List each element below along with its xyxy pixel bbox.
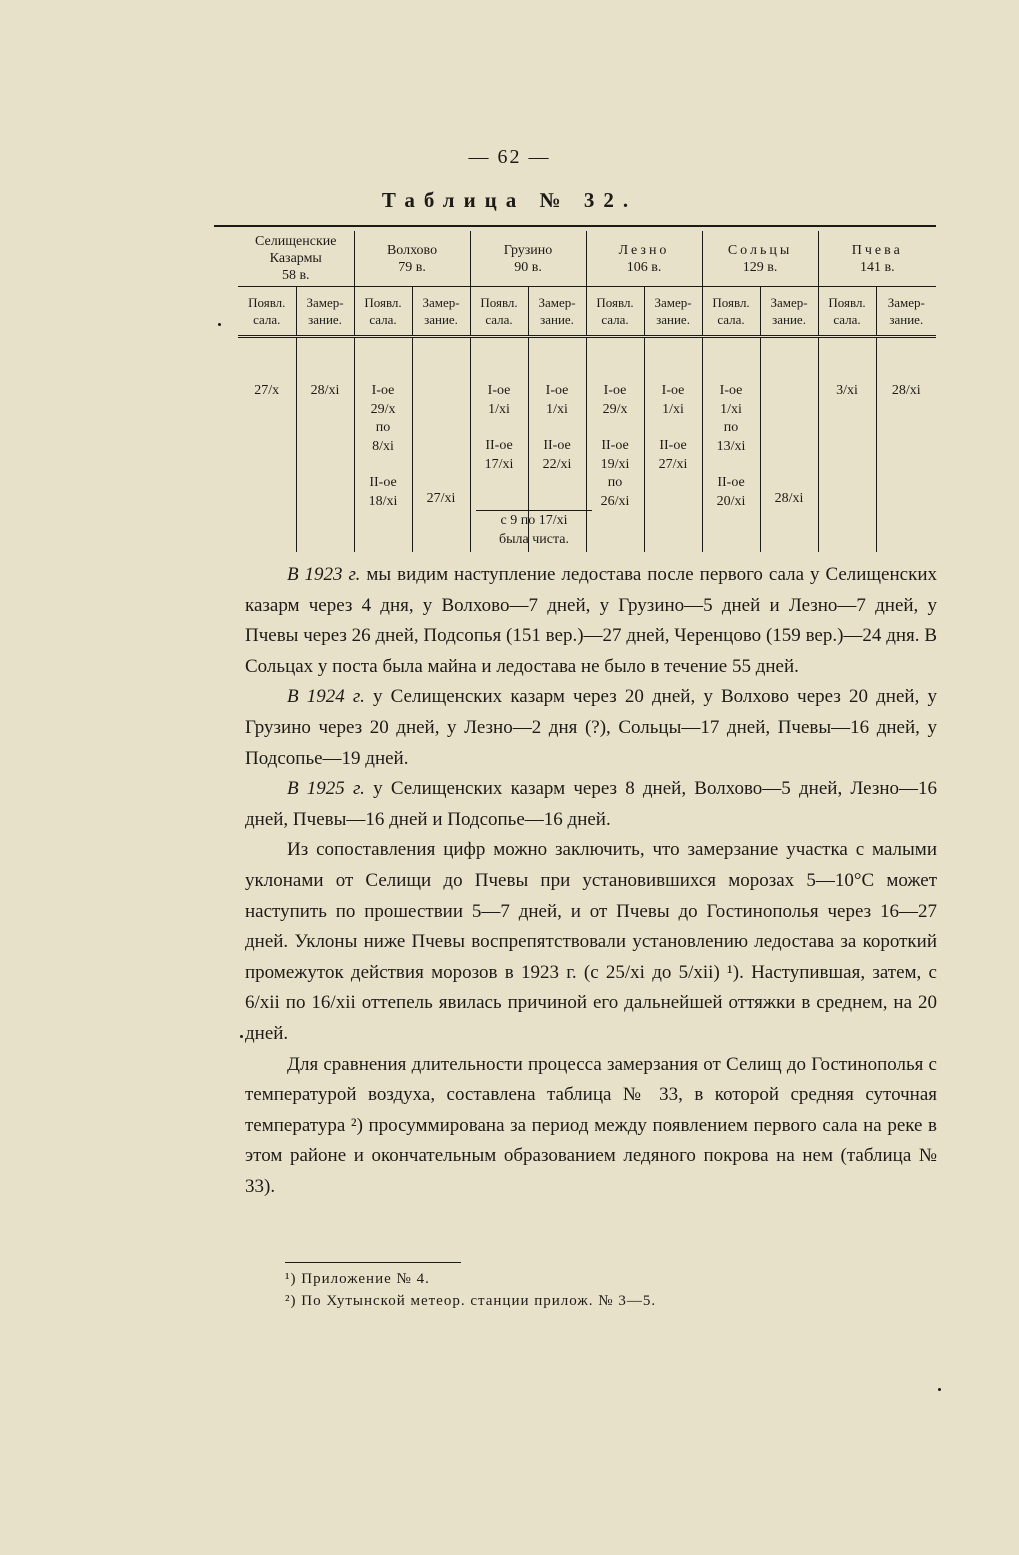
cell-line: I-ое [545,383,569,398]
footnote: ²) По Хутынской метеор. станции прилож. № 3—5. [285,1293,657,1309]
cell-line: I-ое [661,383,685,398]
footnote: ¹) Приложение № 4. [285,1271,430,1287]
cell-line [414,454,469,472]
paragraph: Для сравнения длительности процесса замерзания от Селищ до Гостинополья с температурой воздуха, составлена таблица № 33, в которой средняя суточная температура ²) просуммирована за период между появлением первого сала на реке в этом районе и окончательным образованием ледяного покрова на нем (таблица № 33). [245,1053,937,1197]
subheader-appearance: Появл. сала. [238,287,296,337]
subheader-freezing: Замер- зание. [528,287,586,337]
cell-line: I-ое [371,383,395,398]
cell-line: 1/xi [720,401,742,417]
cell-line: II-ое [717,475,745,490]
cell-line: по [607,475,623,490]
station-header: Волхово 79 в. [354,231,470,287]
cell-line: I-ое [719,383,743,398]
paragraph: Из сопоставления цифр можно заключить, что замерзание участка с малыми уклонами от Селищи до Пчевы при установившихся морозах 5—10°С может наступить по прошествии 5—7 дней, и от Пчевы до Гостинополья через 16—27 дней. Уклоны ниже Пчевы воспрепятствовали установлению ледостава за короткий промежуток действия морозов в 1923 г. (с 25/xi до 5/xii) ¹). Наступившая, затем, с 6/xii по 16/xii оттепель явилась причиной его дальнейшей оттяжки в среднем, на 20 дней. [245,839,937,1044]
station-header: Грузино 90 в. [470,231,586,287]
cell-line [762,436,817,454]
cell-line [414,436,469,454]
cell-line: 1/xi [488,401,510,417]
cell-line: I-ое [603,383,627,398]
subheader-appearance: Появл. сала. [470,287,528,337]
subheader-appearance: Появл. сала. [702,287,760,337]
paragraph: В 1924 г. у Селищенских казарм через 20 дней, у Волхово через 20 дней, у Грузино через 20 дней, у Лезно—2 дня (?), Сольцы—17 дней, Пчевы—16 дней, у Подсопье—19 дней. [245,686,937,769]
subheader-freezing: Замер- зание. [412,287,470,337]
table-title: Таблица № 32. [381,188,638,212]
cell-line [762,418,817,436]
cell-line: 13/xi [716,438,746,454]
table-cell [760,337,818,553]
cell-line: 27/xi [658,456,688,472]
station-header: Сольцы 129 в. [702,231,818,287]
cell-line: 28/xi [774,491,804,506]
cell-line: 29/x [602,401,628,417]
cell-line: 26/xi [600,493,630,509]
subheader-freezing: Замер- зание. [296,287,354,337]
subheader-freezing: Замер- зание. [644,287,702,337]
title-rule [214,225,936,227]
cell-line: 19/xi [600,456,630,472]
cell-line: 8/xi [372,438,394,454]
table-cell [876,337,936,553]
cell-line [414,382,469,400]
subheader-appearance: Появл. сала. [586,287,644,337]
speck [240,1035,243,1038]
table-cell [702,337,760,553]
subheader-freezing: Замер- зание. [876,287,936,337]
cell-line: II-ое [485,438,513,453]
cell-line [762,472,817,490]
cell-line [762,454,817,472]
cell-line [414,418,469,436]
table-cell [296,337,354,553]
freeze-table [238,231,936,552]
speck [938,1388,941,1391]
cell-line [472,419,527,437]
table-cell [644,337,702,553]
footnotes [285,1268,925,1312]
cell-line: 27/xi [426,491,456,506]
table-cell [818,337,876,553]
table-cell [412,337,470,553]
cell-line: 29/x [370,401,396,417]
cell-line: I-ое [487,383,511,398]
speck [218,323,221,326]
cell-line: 18/xi [368,493,398,509]
body-text [245,560,937,1202]
subheader-freezing: Замер- зание. [760,287,818,337]
subheader-appearance: Появл. сала. [818,287,876,337]
cell-line: 28/xi [310,383,340,398]
paragraph: В 1925 г. у Селищенских казарм через 8 дней, Волхово—5 дней, Лезно—16 дней, Пчевы—16 дней и Подсопье—16 дней. [245,778,937,830]
cell-line: 1/xi [546,401,568,417]
cell-line: по [723,420,739,435]
cell-line [414,472,469,490]
paragraph: В 1923 г. мы видим наступление ледостава после первого сала у Селищенских казарм через 4 дня, у Волхово—7 дней, у Грузино—5 дней и Лезно—7 дней, у Пчевы через 26 дней, Подсопья (151 вер.)—27 дней, Черенцово (159 вер.)—24 дня. В Сольцах у поста была майна и ледостава не было в течение 55 дней. [245,564,937,677]
footnote-rule [285,1262,461,1263]
cell-line [588,419,643,437]
cell-line: 17/xi [484,456,514,472]
cell-line: 22/xi [542,456,572,472]
cell-line [646,419,701,437]
cell-line [762,382,817,400]
cell-line: II-ое [543,438,571,453]
station-header: Лезно 106 в. [586,231,702,287]
cell-line [762,400,817,418]
cell-line [530,419,585,437]
subheader-row [238,287,936,337]
cell-line [356,456,411,474]
cell-line [414,400,469,418]
station-header: Пчева 141 в. [818,231,936,287]
cell-line: 3/xi [836,383,858,398]
cell-line: 28/xi [891,383,921,398]
cell-line [704,456,759,474]
cell-line: по [375,420,391,435]
table-note: с 9 по 17/xi была чиста. [476,510,592,549]
station-header-row [238,231,936,287]
subheader-appearance: Появл. сала. [354,287,412,337]
table-cell [354,337,412,553]
table-cell [238,337,296,553]
cell-line: II-ое [659,438,687,453]
station-header: Селищенские Казармы 58 в. [255,234,337,283]
cell-line: II-ое [601,438,629,453]
cell-line: II-ое [369,475,397,490]
table-cell [586,337,644,553]
page-number: — 62 — [468,146,551,168]
cell-line: 20/xi [716,493,746,509]
cell-line: 1/xi [662,401,684,417]
cell-line: 27/x [254,383,280,398]
